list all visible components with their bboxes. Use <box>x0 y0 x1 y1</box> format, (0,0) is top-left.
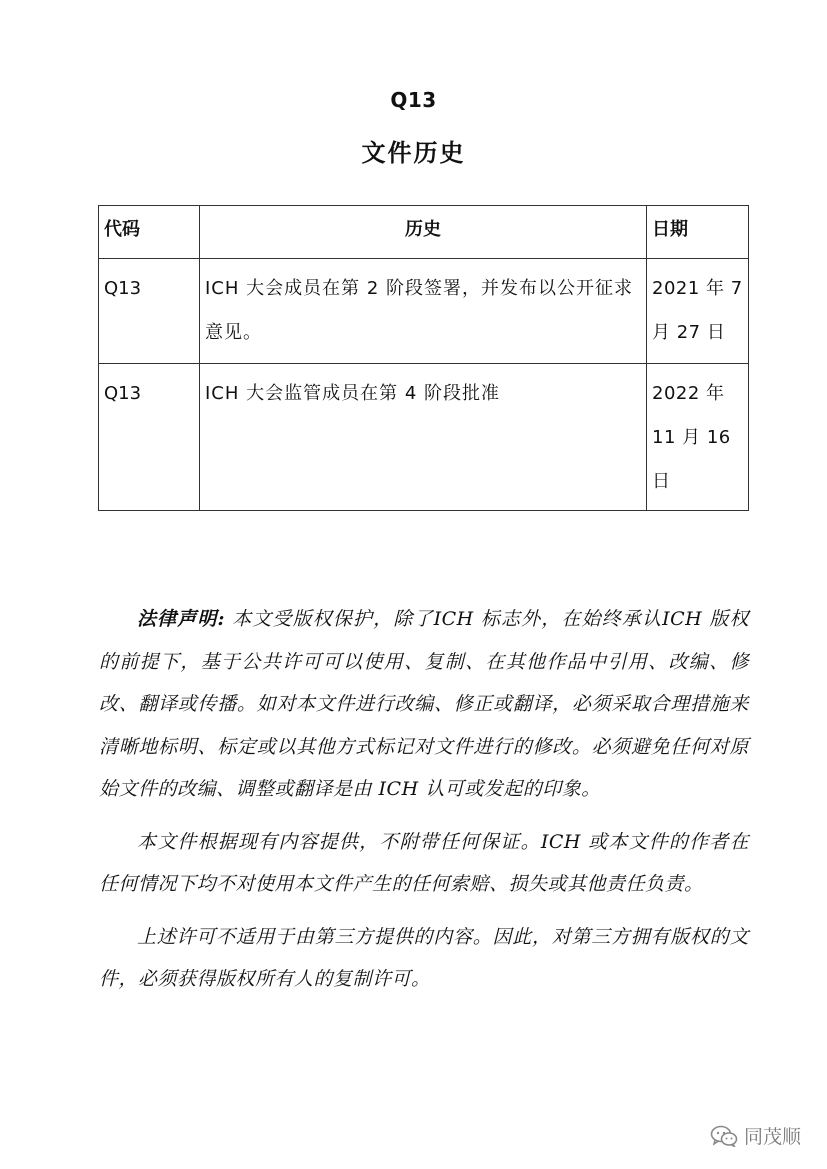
header-history: 历史 <box>200 206 647 259</box>
header-date: 日期 <box>647 206 749 259</box>
cell-code: Q13 <box>99 364 200 511</box>
table-row <box>99 259 749 364</box>
third-party-paragraph: 上述许可不适用于由第三方提供的内容。因此，对第三方拥有版权的文件，必须获得版权所有人的复制许可。 <box>99 925 749 990</box>
cell-history: ICH 大会监管成员在第 4 阶段批准 <box>200 364 647 511</box>
page-title: 文件历史 <box>361 139 466 167</box>
legal-label: 法律声明: <box>137 608 226 630</box>
watermark-text: 同茂顺 <box>743 1126 801 1148</box>
warranty-paragraph: 本文件根据现有内容提供，不附带任何保证。ICH 或本文件的作者在任何情况下均不对使用本文件产生的任何索赔、损失或其他责任负责。 <box>99 830 749 895</box>
legal-notice <box>99 598 749 1011</box>
table-row <box>99 364 749 511</box>
cell-history: ICH 大会成员在第 2 阶段签署，并发布以公开征求意见。 <box>200 259 647 364</box>
wechat-icon <box>710 1125 738 1147</box>
cell-code: Q13 <box>99 259 200 364</box>
legal-text: 本文受版权保护，除了ICH 标志外，在始终承认ICH 版权的前提下，基于公共许可可以使用、复制、在其他作品中引用、改编、修改、翻译或传播。如对本文件进行改编、修正或翻译，必须采取合理措施来清晰地标明、标定或以其他方式标记对文件进行的修改。必须避免任何对原始文件的改编、调整或翻译是由 ICH 认可或发起的印象。 <box>99 608 749 800</box>
table-header-row <box>99 206 749 259</box>
watermark <box>710 1122 801 1149</box>
history-table <box>98 205 749 511</box>
cell-date: 2021 年 7 月 27 日 <box>647 259 749 364</box>
legal-paragraph <box>99 598 749 811</box>
document-code: Q13 <box>390 88 437 112</box>
header-code: 代码 <box>99 206 200 259</box>
cell-date: 2022 年 11 月 16 日 <box>647 364 749 511</box>
